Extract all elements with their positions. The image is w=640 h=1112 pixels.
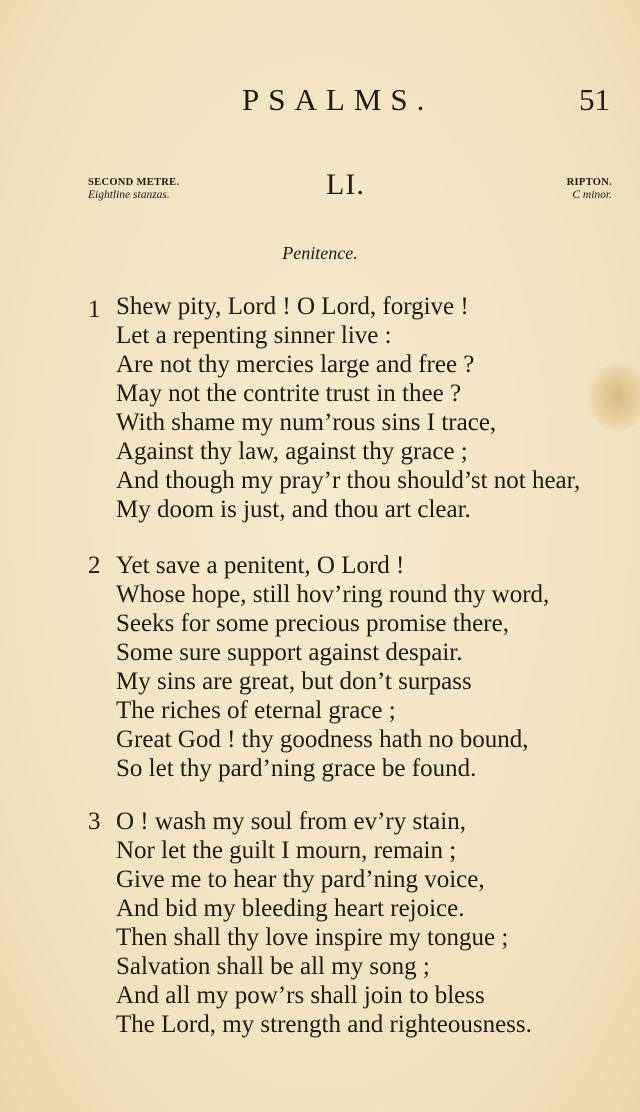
paper-stain: [588, 362, 640, 432]
stanza-number: 2: [88, 552, 101, 579]
stanza-line: Great God ! thy goodness hath no bound,: [116, 726, 529, 753]
stanza-line: And though my pray’r thou should’st not hear,: [116, 467, 581, 494]
stanza-line: Give me to hear thy pard’ning voice,: [116, 866, 485, 893]
psalm-number: LI.: [326, 168, 365, 201]
tune-key: C minor.: [572, 189, 612, 201]
stanza-line: So let thy pard’ning grace be found.: [116, 755, 477, 782]
stanza-number: 1: [88, 296, 101, 323]
stanza-line: Yet save a penitent, O Lord !: [116, 552, 405, 579]
stanza-line: Whose hope, still hov’ring round thy word,: [116, 581, 550, 608]
stanza-line: Nor let the guilt I mourn, remain ;: [116, 837, 457, 864]
stanza-line: Salvation shall be all my song ;: [116, 953, 430, 980]
stanza-line: The Lord, my strength and righteousness.: [116, 1011, 532, 1038]
stanza-line: Let a repenting sinner live :: [116, 322, 392, 349]
stanza-line: Shew pity, Lord ! O Lord, forgive !: [116, 293, 469, 320]
stanza-line: Against thy law, against thy grace ;: [116, 438, 468, 465]
meter-info: [88, 176, 179, 202]
stanza-line: May not the contrite trust in thee ?: [116, 380, 462, 407]
running-title: PSALMS.: [242, 82, 434, 117]
stanza-line: My doom is just, and thou art clear.: [116, 496, 471, 523]
meter-note: Eightline stanzas.: [88, 189, 170, 201]
stanza-line: And bid my bleeding heart rejoice.: [116, 895, 465, 922]
stanza-line: Some sure support against despair.: [116, 639, 463, 666]
tune-info: [567, 176, 612, 202]
stanza-line: O ! wash my soul from ev’ry stain,: [116, 808, 466, 835]
stanza-line: And all my pow’rs shall join to bless: [116, 982, 485, 1009]
stanza-line: With shame my num’rous sins I trace,: [116, 409, 497, 436]
stanza-line: The riches of eternal grace ;: [116, 697, 396, 724]
stanza-line: Seeks for some precious promise there,: [116, 610, 509, 637]
hymn-subject: Penitence.: [282, 243, 358, 263]
tune-name: RIPTON.: [566, 177, 612, 188]
stanza-line: Then shall thy love inspire my tongue ;: [116, 924, 509, 951]
running-head: [0, 82, 640, 122]
stanza-number: 3: [88, 808, 101, 835]
stanza-line: Are not thy mercies large and free ?: [116, 351, 475, 378]
meter-label: SECOND METRE.: [88, 177, 180, 188]
page-number: 51: [579, 82, 610, 117]
stanza-line: My sins are great, but don’t surpass: [116, 668, 472, 695]
